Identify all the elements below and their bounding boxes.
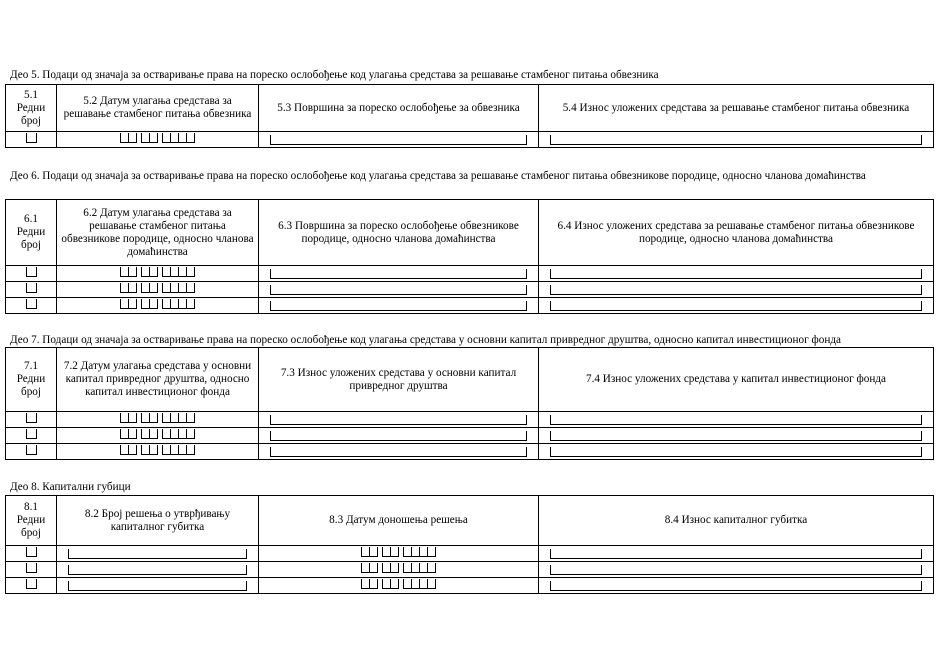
fund-capital-input[interactable]: [550, 415, 922, 425]
table-row: [6, 428, 934, 444]
col-capital-loss-header: 8.4 Износ капиталног губитка: [539, 496, 934, 546]
col-decision-date-header: 8.3 Датум доношења решења: [259, 496, 539, 546]
ordinal-input[interactable]: [26, 282, 37, 293]
table-row: [6, 282, 934, 298]
ordinal-input[interactable]: [26, 444, 37, 455]
amount-input[interactable]: [550, 285, 922, 295]
decision-number-input[interactable]: [68, 581, 247, 591]
ordinal-input[interactable]: [26, 578, 37, 589]
decision-date-input[interactable]: [361, 546, 436, 557]
section-8-heading: Део 8. Капитални губици: [10, 481, 131, 493]
ordinal-input[interactable]: [26, 428, 37, 439]
date-input[interactable]: [120, 266, 195, 277]
ordinal-input[interactable]: [26, 298, 37, 309]
table-row: [6, 578, 934, 594]
amount-input[interactable]: [550, 269, 922, 279]
company-capital-input[interactable]: [270, 415, 527, 425]
date-input[interactable]: [120, 444, 195, 455]
section-5-table: [5, 84, 934, 148]
table-header-row: [6, 348, 934, 412]
fund-capital-input[interactable]: [550, 431, 922, 441]
decision-number-input[interactable]: [68, 549, 247, 559]
ordinal-input[interactable]: [26, 412, 37, 423]
section-7-table: [5, 347, 934, 460]
decision-date-input[interactable]: [361, 578, 436, 589]
col-date-header: 7.2 Датум улагања средстава у основни капитал привредног друштва, односно капитал инвестиционог фонда: [57, 348, 259, 412]
capital-loss-input[interactable]: [550, 565, 922, 575]
date-input[interactable]: [120, 298, 195, 309]
col-date-header: 6.2 Датум улагања средстава за решавање стамбеног питања обвезникове породице, односно чланова домаћинства: [57, 200, 259, 266]
capital-loss-input[interactable]: [550, 581, 922, 591]
date-input[interactable]: [120, 282, 195, 293]
ordinal-input[interactable]: [26, 132, 37, 143]
decision-date-input[interactable]: [361, 562, 436, 573]
table-header-row: [6, 496, 934, 546]
section-8-table: [5, 495, 934, 594]
col-date-header: 5.2 Датум улагања средстава за решавање стамбеног питања обвезника: [57, 85, 259, 132]
amount-input[interactable]: [550, 135, 922, 145]
ordinal-input[interactable]: [26, 562, 37, 573]
date-input[interactable]: [120, 132, 195, 143]
table-header-row: [6, 200, 934, 266]
col-company-capital-header: 7.3 Износ уложених средстава у основни капитал привредног друштва: [259, 348, 539, 412]
fund-capital-input[interactable]: [550, 447, 922, 457]
section-7-heading: Део 7. Подаци од значаја за остваривање права на пореско ослобођење код улагања средстава у основни капитал привредног друштва, односно капитал инвестиционог фонда: [10, 334, 841, 346]
company-capital-input[interactable]: [270, 447, 527, 457]
col-decision-number-header: 8.2 Број решења о утврђивању капиталног губитка: [57, 496, 259, 546]
ordinal-input[interactable]: [26, 266, 37, 277]
date-input[interactable]: [120, 412, 195, 423]
company-capital-input[interactable]: [270, 431, 527, 441]
area-input[interactable]: [270, 301, 527, 311]
section-5-heading: Део 5. Подаци од значаја за остваривање права на пореско ослобођење код улагања средстава за решавање стамбеног питања обвезника: [10, 69, 659, 81]
table-row: [6, 546, 934, 562]
area-input[interactable]: [270, 135, 527, 145]
col-ordinal-header: 5.1 Редни број: [6, 85, 57, 132]
section-6-table: [5, 199, 934, 314]
table-row: [6, 412, 934, 428]
col-fund-capital-header: 7.4 Износ уложених средстава у капитал инвестиционог фонда: [539, 348, 934, 412]
table-row: [6, 132, 934, 148]
col-ordinal-header: 8.1 Редни број: [6, 496, 57, 546]
table-row: [6, 266, 934, 282]
table-header-row: [6, 85, 934, 132]
col-ordinal-header: 7.1 Редни број: [6, 348, 57, 412]
table-row: [6, 562, 934, 578]
date-input[interactable]: [120, 428, 195, 439]
ordinal-input[interactable]: [26, 546, 37, 557]
amount-input[interactable]: [550, 301, 922, 311]
decision-number-input[interactable]: [68, 565, 247, 575]
col-area-header: 5.3 Површина за пореско ослобођење за обвезника: [259, 85, 539, 132]
capital-loss-input[interactable]: [550, 549, 922, 559]
area-input[interactable]: [270, 269, 527, 279]
table-row: [6, 444, 934, 460]
area-input[interactable]: [270, 285, 527, 295]
table-row: [6, 298, 934, 314]
col-area-header: 6.3 Површина за пореско ослобођење обвезникове породице, односно чланова домаћинства: [259, 200, 539, 266]
col-amount-header: 5.4 Износ уложених средстава за решавање стамбеног питања обвезника: [539, 85, 934, 132]
col-amount-header: 6.4 Износ уложених средстава за решавање стамбеног питања обвезникове породице, односно чланова домаћинства: [539, 200, 934, 266]
col-ordinal-header: 6.1 Редни број: [6, 200, 57, 266]
section-6-heading: Део 6. Подаци од значаја за остваривање права на пореско ослобођење код улагања средстава за решавање стамбеног питања обвезникове породице, односно чланова домаћинства: [10, 170, 866, 182]
